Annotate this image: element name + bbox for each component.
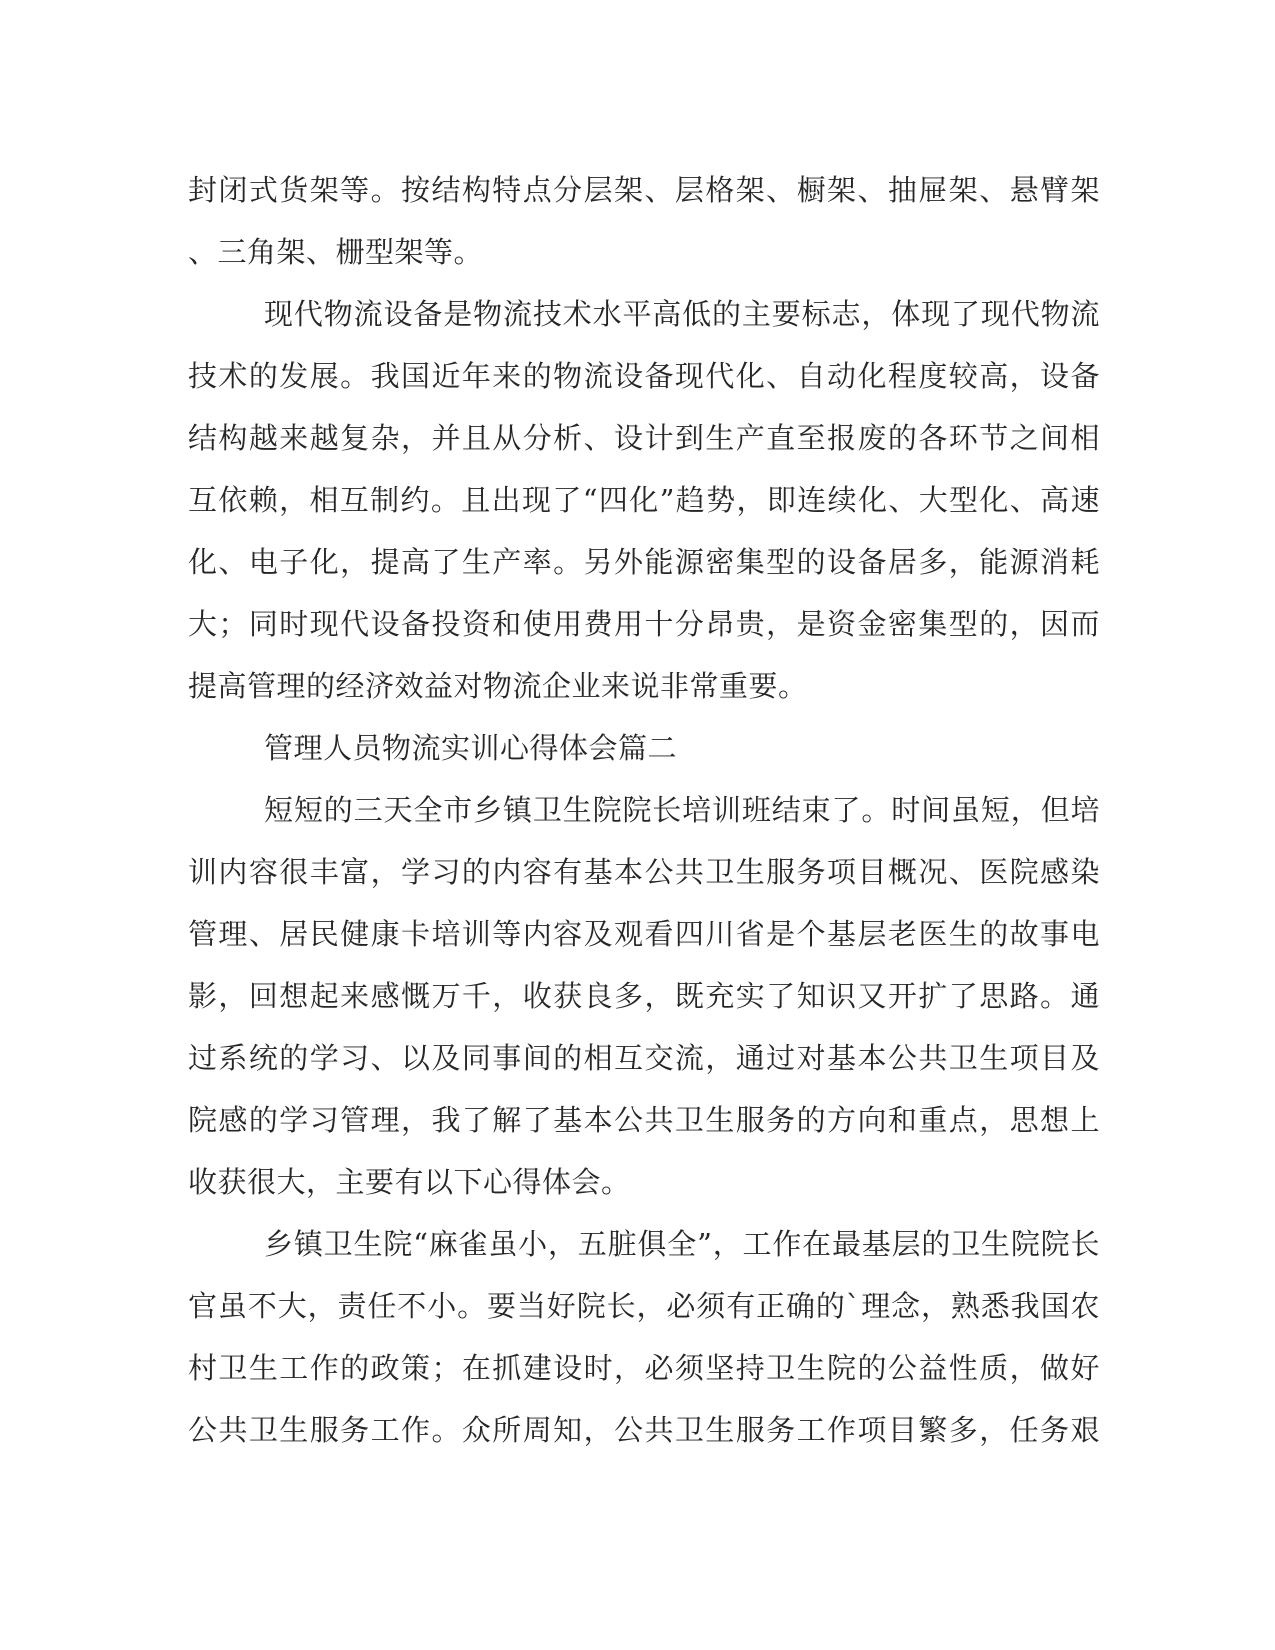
text-line: 训内容很丰富，学习的内容有基本公共卫生服务项目概况、医院感染: [188, 855, 1100, 889]
text-line: 短短的三天全市乡镇卫生院院长培训班结束了。时间虽短，但培: [264, 793, 1100, 827]
text-line: 公共卫生服务工作。众所周知，公共卫生服务工作项目繁多，任务艰: [188, 1413, 1100, 1447]
text-line: 互依赖，相互制约。且出现了“四化”趋势，即连续化、大型化、高速: [188, 483, 1100, 517]
text-line: 管理人员物流实训心得体会篇二: [264, 731, 678, 765]
text-line: 收获很大，主要有以下心得体会。: [188, 1165, 631, 1199]
text-line: 化、电子化，提高了生产率。另外能源密集型的设备居多，能源消耗: [188, 545, 1100, 579]
text-line: 管理、居民健康卡培训等内容及观看四川省是个基层老医生的故事电: [188, 917, 1100, 951]
document-body: [188, 159, 1100, 1461]
text-line: 封闭式货架等。按结构特点分层架、层格架、橱架、抽屉架、悬臂架: [188, 173, 1100, 207]
text-line: 院感的学习管理，我了解了基本公共卫生服务的方向和重点，思想上: [188, 1103, 1100, 1137]
text-line: 影，回想起来感慨万千，收获良多，既充实了知识又开扩了思路。通: [188, 979, 1100, 1013]
text-line: 技术的发展。我国近年来的物流设备现代化、自动化程度较高，设备: [188, 359, 1100, 393]
text-line: 提高管理的经济效益对物流企业来说非常重要。: [188, 669, 808, 703]
text-line: 大；同时现代设备投资和使用费用十分昂贵，是资金密集型的，因而: [188, 607, 1100, 641]
text-line: 村卫生工作的政策；在抓建设时，必须坚持卫生院的公益性质，做好: [188, 1351, 1100, 1385]
text-line: 现代物流设备是物流技术水平高低的主要标志，体现了现代物流: [264, 297, 1100, 331]
text-line: 官虽不大，责任不小。要当好院长，必须有正确的`理念，熟悉我国农: [188, 1289, 1100, 1323]
text-line: 过系统的学习、以及同事间的相互交流，通过对基本公共卫生项目及: [188, 1041, 1100, 1075]
text-line: 结构越来越复杂，并且从分析、设计到生产直至报废的各环节之间相: [188, 421, 1100, 455]
text-line: 乡镇卫生院“麻雀虽小，五脏俱全”，工作在最基层的卫生院院长: [264, 1227, 1100, 1261]
text-line: 、三角架、栅型架等。: [188, 235, 484, 269]
